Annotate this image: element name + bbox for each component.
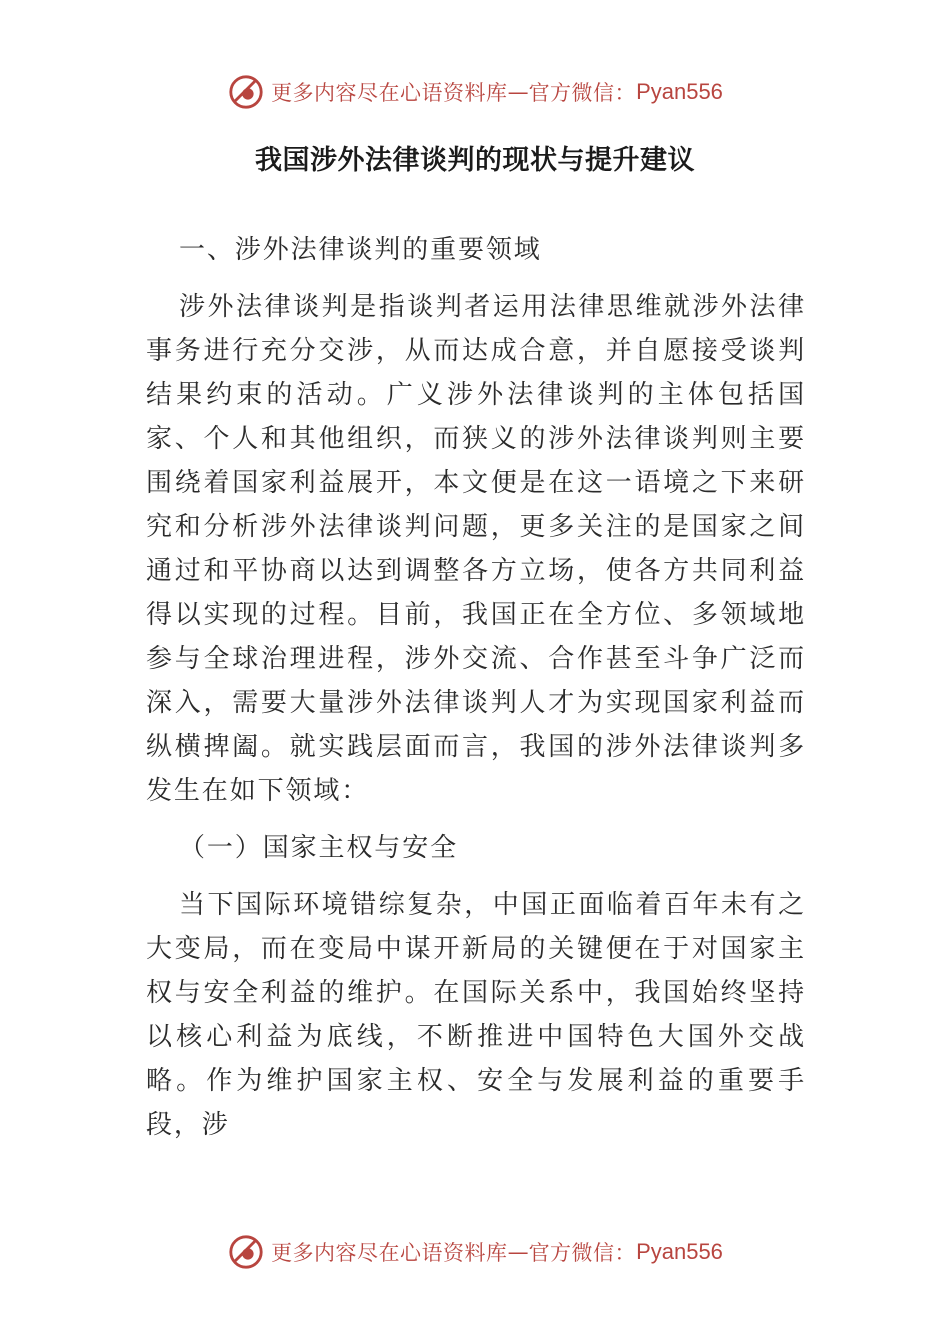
watermark-header <box>0 72 950 112</box>
paragraph-1: 涉外法律谈判是指谈判者运用法律思维就涉外法律事务进行充分交涉，从而达成合意，并自愿接受谈判结果约束的活动。广义涉外法律谈判的主体包括国家、个人和其他组织，而狭义的涉外法律谈判则主要围绕着国家利益展开，本文便是在这一语境之下来研究和分析涉外法律谈判问题，更多关注的是国家之间通过和平协商以达到调整各方立场，使各方共同利益得以实现的过程。目前，我国正在全方位、多领域地参与全球治理进程，涉外交流、合作甚至斗争广泛而深入，需要大量涉外法律谈判人才为实现国家利益而纵横捭阖。就实践层面而言，我国的涉外法律谈判多发生在如下领域： <box>146 292 806 806</box>
watermark-label: 官方微信： <box>528 1241 637 1265</box>
section-heading-2: （一）国家主权与安全 <box>179 833 459 863</box>
watermark-label: 官方微信： <box>528 81 637 105</box>
document-body <box>146 228 806 1160</box>
section-heading-1: 一、涉外法律谈判的重要领域 <box>179 235 542 265</box>
watermark-id: Pyan556 <box>636 1239 723 1264</box>
watermark-text: 更多内容尽在心语资料库 <box>271 81 508 105</box>
logo-icon <box>227 1233 265 1271</box>
document-title: 我国涉外法律谈判的现状与提升建议 <box>255 145 695 176</box>
watermark-separator: — <box>507 80 529 104</box>
paragraph-2: 当下国际环境错综复杂，中国正面临着百年未有之大变局，而在变局中谋开新局的关键便在于对国家主权与安全利益的维护。在国际关系中，我国始终坚持以核心利益为底线，不断推进中国特色大国外交战略。作为维护国家主权、安全与发展利益的重要手段，涉 <box>146 890 806 1140</box>
logo-icon <box>227 73 265 111</box>
watermark-separator: — <box>507 1240 529 1264</box>
watermark-footer <box>0 1232 950 1272</box>
watermark-id: Pyan556 <box>636 79 723 104</box>
watermark-text: 更多内容尽在心语资料库 <box>271 1241 508 1265</box>
